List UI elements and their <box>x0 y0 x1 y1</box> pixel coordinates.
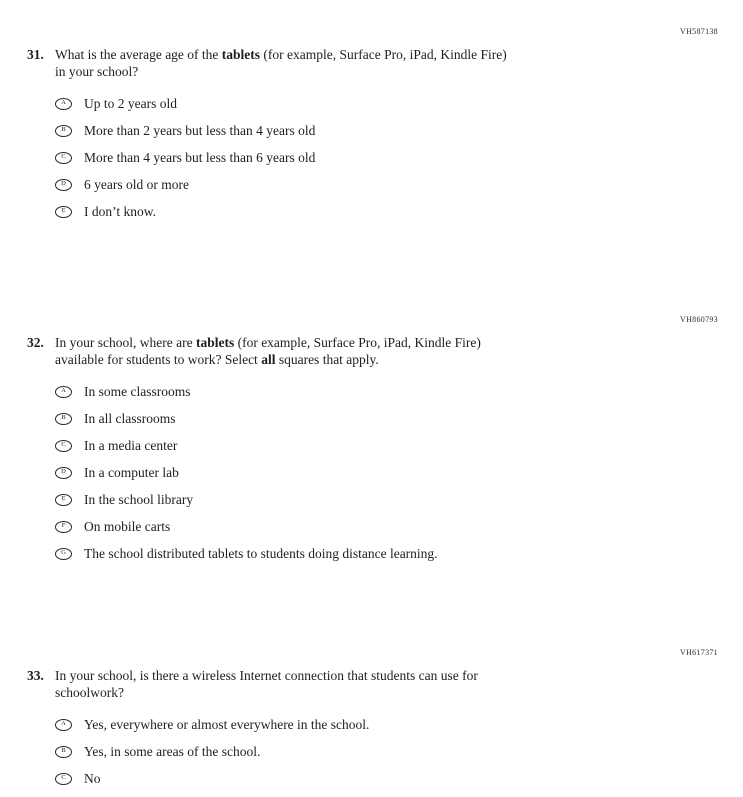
question-row <box>27 667 718 797</box>
options-list <box>55 716 718 787</box>
answer-bubble[interactable]: C <box>55 773 72 785</box>
question-number: 33. <box>27 668 44 683</box>
option-label: In the school library <box>84 492 194 507</box>
option-label: No <box>84 771 101 786</box>
option-label: More than 4 years but less than 6 years old <box>84 150 316 165</box>
answer-bubble[interactable]: E <box>55 494 72 506</box>
answer-option-row[interactable] <box>55 176 718 193</box>
answer-bubble[interactable]: C <box>55 152 72 164</box>
answer-option-row[interactable] <box>55 122 718 139</box>
question-section <box>27 648 718 797</box>
question-text-segment: schoolwork? <box>55 685 124 700</box>
question-text-line <box>55 334 718 351</box>
question-row <box>27 334 718 572</box>
question-keyword: tablets <box>221 47 261 62</box>
answer-option-row[interactable] <box>55 491 718 508</box>
question-text-segment: In your school, is there a wireless Internet connection that students can use for <box>55 668 478 683</box>
question-keyword: all <box>261 352 276 367</box>
question-text-segment: in your school? <box>55 64 139 79</box>
option-label: I don’t know. <box>84 204 156 219</box>
answer-option-row[interactable] <box>55 545 718 562</box>
option-label: 6 years old or more <box>84 177 189 192</box>
question-body <box>55 334 718 572</box>
option-label: Up to 2 years old <box>84 96 177 111</box>
option-label: In some classrooms <box>84 384 191 399</box>
answer-bubble[interactable]: D <box>55 467 72 479</box>
question-text-line <box>55 667 718 684</box>
question-text <box>55 46 718 80</box>
option-label: Yes, in some areas of the school. <box>84 744 261 759</box>
answer-option-row[interactable] <box>55 464 718 481</box>
answer-bubble[interactable]: A <box>55 386 72 398</box>
question-keyword: tablets <box>195 335 235 350</box>
answer-bubble[interactable]: A <box>55 98 72 110</box>
answer-bubble[interactable]: C <box>55 440 72 452</box>
options-list <box>55 95 718 220</box>
answer-option-row[interactable] <box>55 770 718 787</box>
answer-bubble[interactable]: D <box>55 179 72 191</box>
answer-bubble[interactable]: A <box>55 719 72 731</box>
question-body <box>55 46 718 230</box>
accession-code: VH860793 <box>680 315 718 324</box>
option-label: On mobile carts <box>84 519 171 534</box>
question-section <box>27 315 718 572</box>
question-text-segment: In your school, where are <box>55 335 196 350</box>
option-label: More than 2 years but less than 4 years old <box>84 123 316 138</box>
answer-bubble[interactable]: B <box>55 125 72 137</box>
question-text-segment: (for example, Surface Pro, iPad, Kindle Fire) <box>260 47 507 62</box>
accession-code: VH587138 <box>680 27 718 36</box>
question-text-segment: What is the average age of the <box>55 47 222 62</box>
accession-code: VH617371 <box>680 648 718 657</box>
question-text <box>55 667 718 701</box>
answer-bubble[interactable]: F <box>55 521 72 533</box>
answer-option-row[interactable] <box>55 716 718 733</box>
option-label: In a media center <box>84 438 178 453</box>
question-number: 31. <box>27 47 44 62</box>
question-section <box>27 27 718 230</box>
question-text-segment: available for students to work? Select <box>55 352 262 367</box>
question-row <box>27 46 718 230</box>
question-number: 32. <box>27 335 44 350</box>
option-label: Yes, everywhere or almost everywhere in the school. <box>84 717 370 732</box>
answer-option-row[interactable] <box>55 203 718 220</box>
question-text-line <box>55 63 718 80</box>
answer-option-row[interactable] <box>55 410 718 427</box>
question-text-line <box>55 351 718 368</box>
answer-bubble[interactable]: G <box>55 548 72 560</box>
question-text-segment: (for example, Surface Pro, iPad, Kindle Fire) <box>234 335 481 350</box>
answer-option-row[interactable] <box>55 437 718 454</box>
options-list <box>55 383 718 562</box>
answer-option-row[interactable] <box>55 383 718 400</box>
answer-bubble[interactable]: B <box>55 746 72 758</box>
question-text-line <box>55 684 718 701</box>
option-label: The school distributed tablets to students doing distance learning. <box>84 546 438 561</box>
answer-option-row[interactable] <box>55 743 718 760</box>
question-text <box>55 334 718 368</box>
question-text-line <box>55 46 718 63</box>
question-text-segment: squares that apply. <box>275 352 379 367</box>
option-label: In a computer lab <box>84 465 179 480</box>
answer-option-row[interactable] <box>55 95 718 112</box>
answer-bubble[interactable]: B <box>55 413 72 425</box>
option-label: In all classrooms <box>84 411 176 426</box>
answer-bubble[interactable]: E <box>55 206 72 218</box>
question-body <box>55 667 718 797</box>
answer-option-row[interactable] <box>55 518 718 535</box>
answer-option-row[interactable] <box>55 149 718 166</box>
